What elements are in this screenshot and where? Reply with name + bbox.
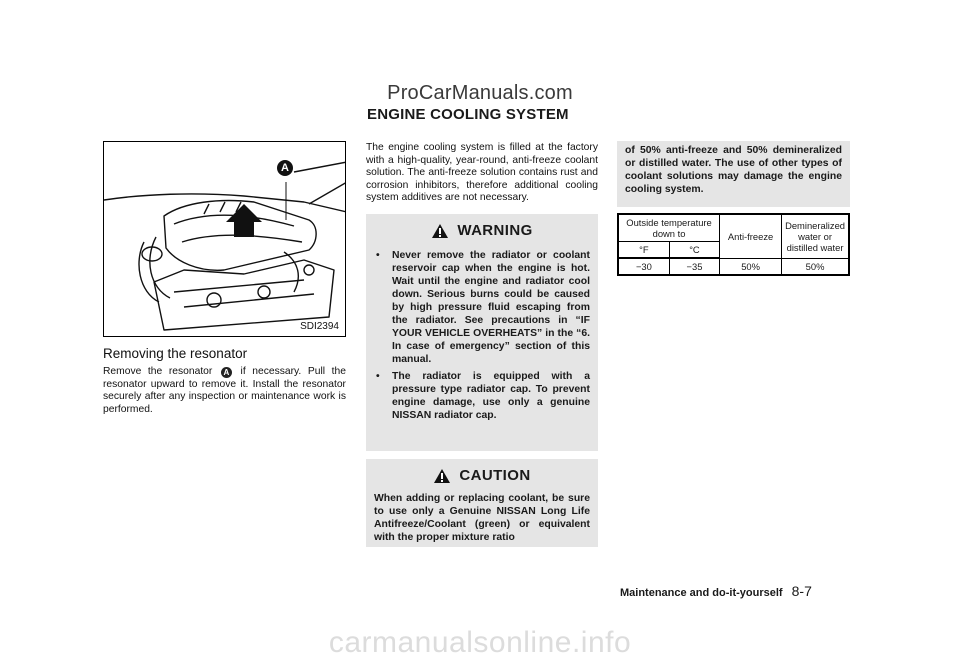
watermark-bottom: carmanualsonline.info: [328, 626, 632, 659]
warning-item: [374, 249, 590, 366]
cell-f: −30: [618, 258, 669, 275]
figure-code: SDI2394: [300, 321, 339, 332]
section-title: ENGINE COOLING SYSTEM: [367, 106, 569, 123]
cell-c: −35: [669, 258, 719, 275]
resonator-heading: Removing the resonator: [103, 346, 248, 361]
resonator-text: [103, 366, 346, 416]
header-outside-temp: Outside temperature down to: [618, 214, 720, 242]
callout-a: A: [221, 367, 232, 378]
engine-illustration: [104, 142, 346, 337]
cell-antifreeze: 50%: [720, 258, 782, 275]
figure-callout: A: [277, 160, 293, 176]
warning-title: WARNING: [457, 222, 533, 239]
caution-continued-box: [617, 141, 850, 207]
header-unit-c: °C: [669, 242, 719, 259]
warning-item: [374, 370, 590, 422]
resonator-text-after: if necessary. Pull the resonator upward to remove it. Install the resonator securely after any inspection or maintenance work is performed.: [103, 366, 346, 415]
cell-water: 50%: [782, 258, 849, 275]
caution-box: [366, 459, 598, 547]
warning-list: [374, 249, 590, 422]
warning-icon: [431, 223, 449, 239]
table-row: [618, 258, 849, 275]
warning-item-text: Never remove the radiator or coolant reservoir cap when the engine is hot. Wait until the engine and radiator cool down. Serious burns could be caused by high pressure fluid escaping from the radiator. See precautions in “IF YOUR VEHICLE OVERHEATS” in the “6. In case of emergency” section of this manual.: [392, 250, 590, 365]
warning-box: [366, 214, 598, 451]
watermark-top: ProCarManuals.com: [387, 82, 573, 104]
page-footer: [620, 583, 812, 599]
caution-header: [374, 467, 590, 484]
bullet: •: [376, 250, 380, 261]
header-unit-f: °F: [618, 242, 669, 259]
resonator-text-before: Remove the resonator: [103, 366, 213, 377]
caution-text: When adding or replacing coolant, be sure to use only a Genuine NISSAN Long Life Antifreeze/Coolant (green) or equivalent with the proper mixture ratio: [374, 493, 590, 543]
warning-icon: [433, 468, 451, 484]
footer-label: Maintenance and do-it-yourself: [620, 587, 783, 599]
page-number: 8-7: [791, 583, 812, 599]
warning-header: [374, 222, 590, 239]
caution-continued-text: of 50% anti-freeze and 50% demineralized or distilled water. The use of other types of coolant solutions may damage the engine cooling system.: [625, 145, 842, 195]
intro-text: The engine cooling system is filled at the factory with a high-quality, year-round, anti-freeze coolant solution. The anti-freeze solution contains rust and corrosion inhibitors, therefore additional cooling system additives are not necessary.: [366, 142, 598, 204]
header-antifreeze: Anti-freeze: [720, 214, 782, 258]
caution-title: CAUTION: [459, 467, 531, 484]
warning-item-text: The radiator is equipped with a pressure type radiator cap. To prevent engine damage, use only a genuine NISSAN radiator cap.: [392, 371, 590, 421]
header-water: Demineralized water or distilled water: [782, 214, 849, 258]
engine-figure: [103, 141, 346, 337]
bullet: •: [376, 371, 380, 382]
coolant-table: [617, 213, 850, 276]
